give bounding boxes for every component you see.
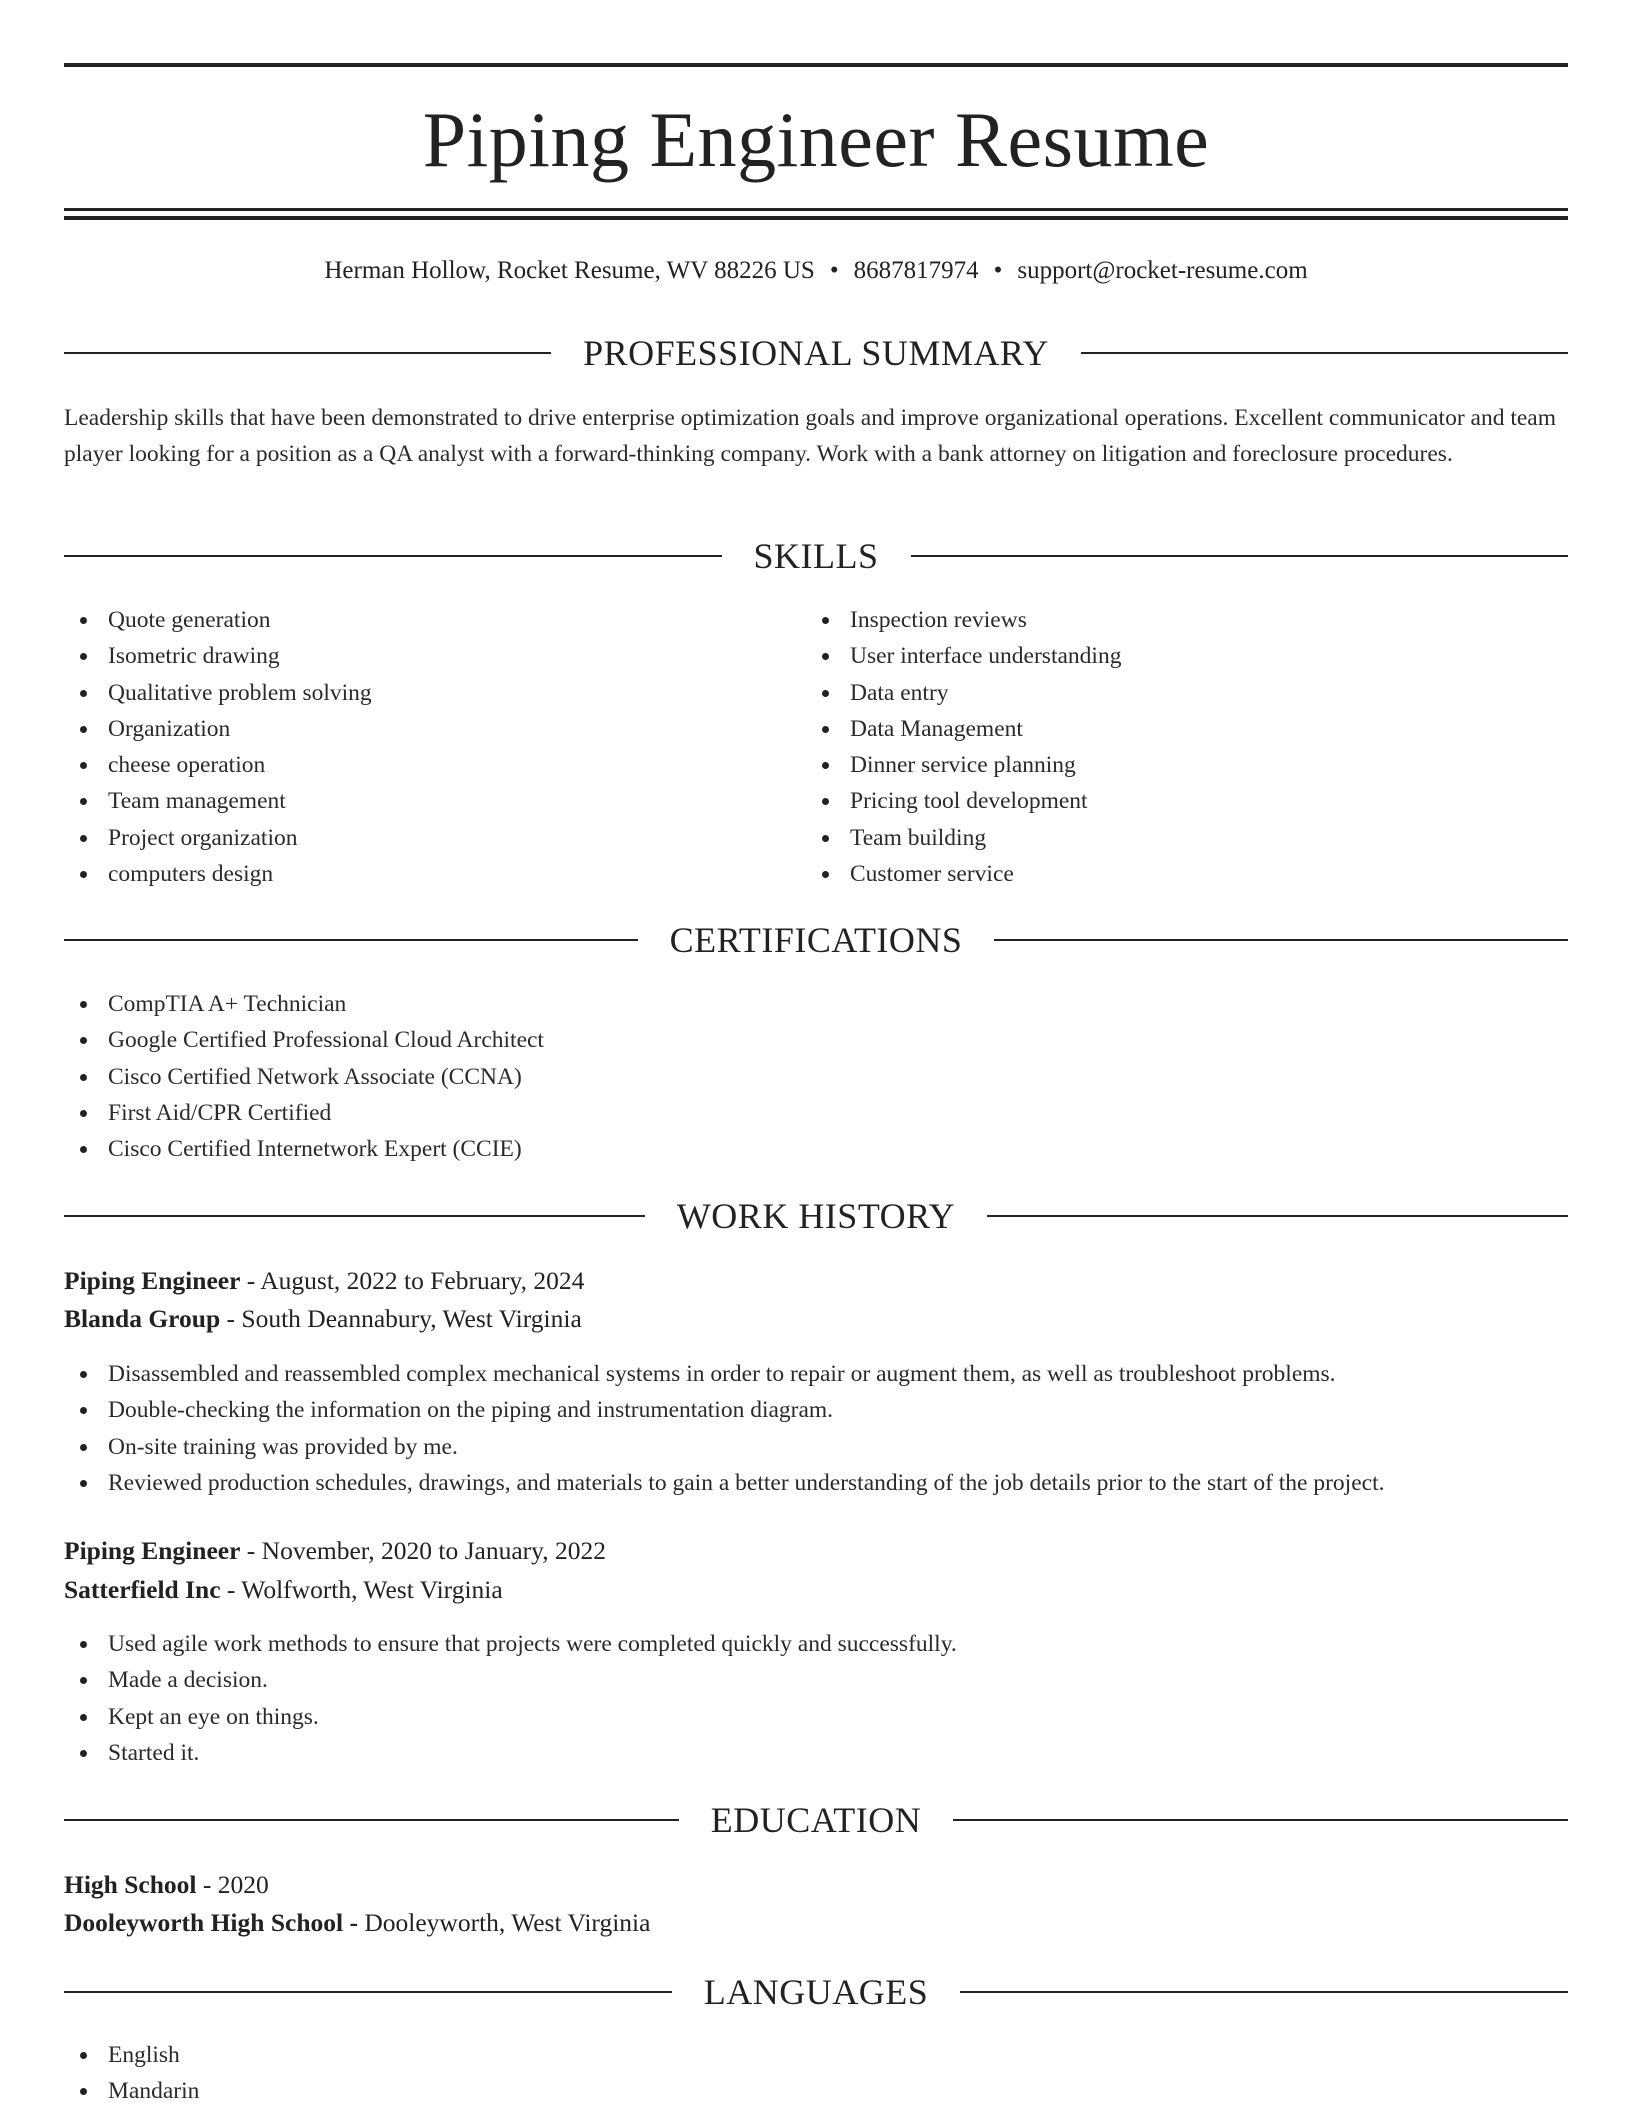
languages-list [64,2037,1568,2110]
section-heading-education [64,1798,1568,1842]
section-title: WORK HISTORY [676,1196,956,1236]
job-duty-item: Reviewed production schedules, drawings, and materials to gain a better understanding of the job details prior to the start of the project. [64,1465,1568,1501]
certification-item: Cisco Certified Network Associate (CCNA) [64,1059,1568,1095]
section-title: SKILLS [753,536,879,576]
section-heading-certifications [64,918,1568,962]
skill-item: Team building [806,820,1546,856]
job-duty-item: Double-checking the information on the piping and instrumentation diagram. [64,1392,1568,1428]
job-duties-list [64,1356,1568,1501]
job-duty-item: Started it. [64,1735,1568,1771]
section-heading-skills [64,534,1568,578]
page-title: Piping Engineer Resume [422,96,1210,183]
skill-item: Qualitative problem solving [64,675,804,711]
certification-item: Google Certified Professional Cloud Architect [64,1022,1568,1058]
section-title: EDUCATION [710,1800,922,1840]
certification-item: CompTIA A+ Technician [64,986,1568,1022]
contact-address: Herman Hollow, Rocket Resume, WV 88226 US [324,257,815,284]
job-title: Piping Engineer [64,1536,241,1565]
contact-separator: • [829,257,839,284]
certifications-list [64,986,1568,1167]
skill-item: Organization [64,711,804,747]
job-dates: - August, 2022 to February, 2024 [240,1266,585,1295]
certification-item: First Aid/CPR Certified [64,1095,1568,1131]
job-company-line [64,1300,1568,1338]
header-double-rule-upper [64,208,1568,211]
heading-rule-right [953,1819,1568,1821]
header-top-rule [64,63,1568,67]
skill-item: Dinner service planning [806,747,1546,783]
job-location: - South Deannabury, West Virginia [220,1304,582,1333]
heading-rule-right [987,1215,1568,1217]
skill-item: Data Management [806,711,1546,747]
language-item: Mandarin [64,2073,1568,2109]
skill-item: Quote generation [64,602,804,638]
job-title-line [64,1262,1568,1300]
education-year: - 2020 [196,1870,269,1899]
skill-item: Team management [64,783,804,819]
job-duty-item: Used agile work methods to ensure that projects were completed quickly and successfully. [64,1626,1568,1662]
skill-item: Pricing tool development [806,783,1546,819]
skill-item: Isometric drawing [64,638,804,674]
heading-rule-left [64,555,722,557]
skill-item: Inspection reviews [806,602,1546,638]
section-heading-languages [64,1970,1568,2014]
skill-item: cheese operation [64,747,804,783]
certification-item: Cisco Certified Internetwork Expert (CCIE) [64,1131,1568,1167]
job-duty-item: Made a decision. [64,1662,1568,1698]
header-double-rule-lower [64,216,1568,220]
job-location: - Wolfworth, West Virginia [220,1575,503,1604]
education-degree: High School [64,1870,197,1899]
education-degree-line [64,1866,1568,1904]
heading-rule-left [64,1215,645,1217]
section-title: LANGUAGES [703,1972,929,2012]
skills-list-right [806,602,1546,892]
job-duty-item: On-site training was provided by me. [64,1429,1568,1465]
section-heading-summary [64,331,1568,375]
skill-item: computers design [64,856,804,892]
heading-rule-left [64,939,638,941]
job-duty-item: Kept an eye on things. [64,1699,1568,1735]
job-dates: - November, 2020 to January, 2022 [240,1536,606,1565]
job-company: Satterfield Inc [64,1575,221,1604]
job-company: Blanda Group [64,1304,221,1333]
job-duty-item: Disassembled and reassembled complex mechanical systems in order to repair or augment them, as well as troubleshoot problems. [64,1356,1568,1392]
heading-rule-left [64,1991,672,1993]
education-school-line [64,1904,1568,1942]
education-school: Dooleyworth High School - [64,1908,358,1937]
contact-email: support@rocket-resume.com [1017,257,1308,284]
heading-rule-right [1081,352,1568,354]
heading-rule-left [64,352,551,354]
job-title-line [64,1532,1568,1570]
section-heading-work-history [64,1194,1568,1238]
contact-separator: • [993,257,1003,284]
heading-rule-left [64,1819,679,1821]
section-title: CERTIFICATIONS [669,920,963,960]
section-title: PROFESSIONAL SUMMARY [583,333,1049,373]
contact-phone: 8687817974 [853,257,979,284]
job-company-line [64,1571,1568,1609]
skill-item: Customer service [806,856,1546,892]
skill-item: Project organization [64,820,804,856]
language-item: English [64,2037,1568,2073]
job-title: Piping Engineer [64,1266,241,1295]
heading-rule-right [960,1991,1568,1993]
heading-rule-right [994,939,1568,941]
job-duties-list [64,1626,1568,1771]
skills-list-left [64,602,804,892]
contact-line [64,254,1568,288]
summary-text: Leadership skills that have been demonstrated to drive enterprise optimization goals and improve organizational operations. Excellent communicator and team player looking for a position as a QA analyst with a forward-thinking company. Work with a bank attorney on litigation and foreclosure procedures. [64,405,1556,467]
heading-rule-right [911,555,1569,557]
skill-item: Data entry [806,675,1546,711]
education-location: Dooleyworth, West Virginia [357,1908,651,1937]
skill-item: User interface understanding [806,638,1546,674]
